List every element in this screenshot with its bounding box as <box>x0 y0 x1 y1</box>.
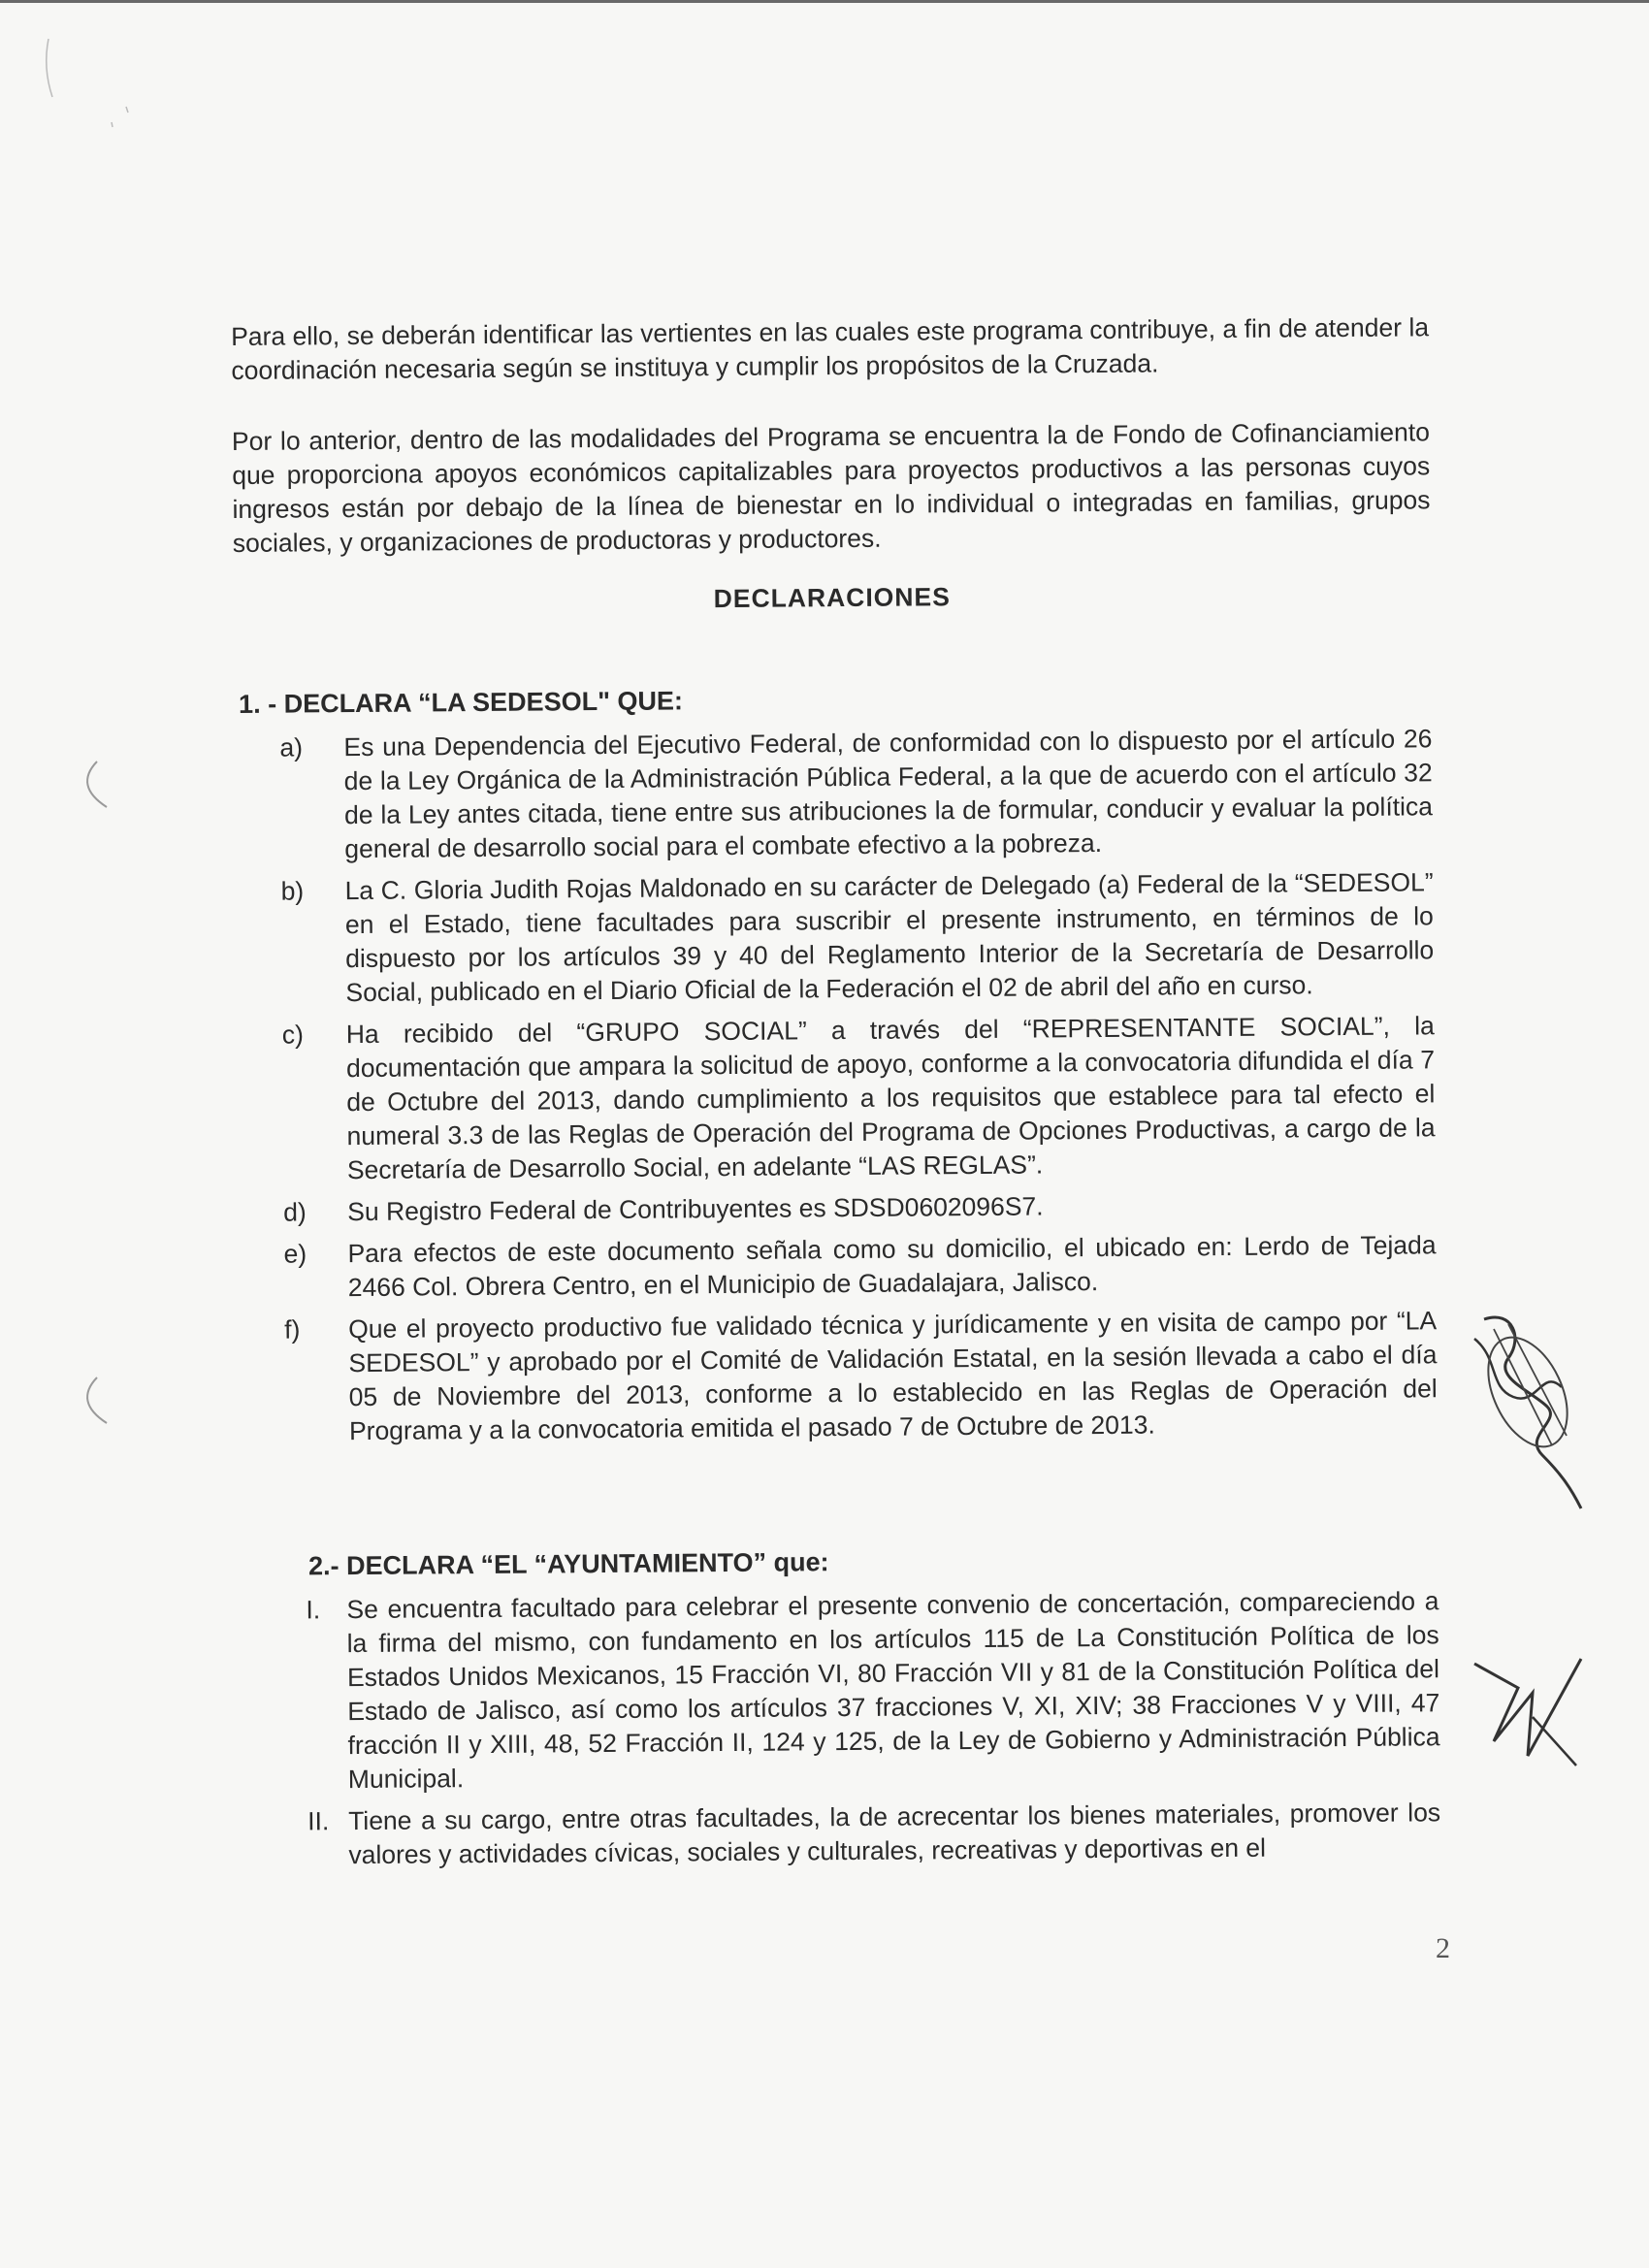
section-1-title: 1. - DECLARA “LA SEDESOL" QUE: <box>238 686 684 719</box>
binder-hole-mark <box>68 1373 116 1431</box>
list-item-label: c) <box>281 1020 304 1050</box>
list-item-text: Su Registro Federal de Contribuyentes es SDSD0602096S7. <box>347 1191 1044 1227</box>
list-item <box>278 865 1434 1010</box>
handwritten-initials <box>1465 1649 1591 1775</box>
section-1-list <box>277 722 1438 1448</box>
list-item-label: e) <box>283 1239 307 1269</box>
list-item-text: Ha recibido del “GRUPO SOCIAL” a través del “REPRESENTANTE SOCIAL”, la documentación que ampara la solicitud de apoyo, conforme a la convocatoria difundida el día 7 de Octubre del 2013, dando cumplimiento a los requisitos que establece para tal efecto el numeral 3.3 de las Reglas de Operación del Programa de Opciones Productivas, a cargo de la Secretaría de Desarrollo Social, en adelante “LAS REGLAS”. <box>345 1011 1436 1185</box>
list-item <box>281 1228 1437 1305</box>
list-item-text: Que el proyecto productivo fue validado técnica y jurídicamente y en visita de campo por “LA SEDESOL” y aprobado por el Comité de Validación Estatal, en la sesión llevada a cabo el día 05 de Noviembre del 2013, conforme a lo establecido en las Reglas de Operación del Programa y a la convocatoria emitida el pasado 7 de Octubre de 2013. <box>348 1306 1438 1446</box>
list-item-label: a) <box>279 732 304 762</box>
list-item <box>304 1584 1440 1797</box>
list-item-text: La C. Gloria Judith Rojas Maldonado en su carácter de Delegado (a) Federal de la “SEDESOL” en el Estado, tiene facultades para suscribir el presente instrumento, en términos de lo dispuesto por los artículos 39 y 40 del Reglamento Interior de la Secretaría de Desarrollo Social, publicado en el Diario Oficial de la Federación el 02 de abril del año en curso. <box>344 867 1435 1008</box>
list-item-label: I. <box>306 1595 321 1625</box>
document-body <box>231 310 1441 1881</box>
list-item <box>280 1009 1436 1187</box>
intro-paragraph-2: Por lo anterior, dentro de las modalidades del Programa se encuentra la de Fondo de Cofinanciamiento que proporciona apoyos económicos capitalizables para proyectos productivos a las personas cuyos ingresos están por debajo de la línea de bienestar en lo individual o integradas en familias, grupos sociales, y organizaciones de productoras y productores. <box>231 417 1431 558</box>
list-item-label: b) <box>280 876 305 906</box>
section-2-list <box>304 1584 1440 1872</box>
list-item <box>282 1304 1438 1448</box>
list-item-text: Es una Dependencia del Ejecutivo Federal, de conformidad con lo dispuesto por el artículo 26 de la Ley Orgánica de la Administración Pública Federal, a la que de acuerdo con el artículo 32 de la Ley antes citada, tiene entre sus atribuciones la de formular, conducir y evaluar la política general de desarrollo social para el combate efectivo a la pobreza. <box>343 724 1434 864</box>
list-item-text: Tiene a su cargo, entre otras facultades, la de acrecentar los bienes materiales, promover los valores y actividades cívicas, sociales y culturales, recreativas y deportivas en el <box>348 1798 1441 1870</box>
section-2-title: 2.- DECLARA “EL “AYUNTAMIENTO” que: <box>307 1547 829 1581</box>
list-item-label: f) <box>284 1314 301 1345</box>
list-item-label: II. <box>307 1806 330 1836</box>
intro-paragraph-1: Para ello, se deberán identificar las vertientes en las cuales este programa contribuye, a fin de atender la coordinación necesaria según se instituya y cumplir los propósitos de la Cruzada. <box>231 312 1430 385</box>
scan-top-edge <box>0 0 1649 3</box>
binder-hole-mark <box>68 757 116 815</box>
section-1 <box>234 678 1438 1449</box>
list-item <box>281 1186 1436 1229</box>
list-item <box>277 722 1433 866</box>
list-item-text: Se encuentra facultado para celebrar el presente convenio de concertación, compareciendo a la firma del mismo, con fundamento en los artículos 115 de La Constitución Política de los Estados Unidos Mexicanos, 15 Fracción VI, 80 Fracción VII y 81 de la Constitución Política del Estado de Jalisco, así como los artículos 37 fracciones V, XI, XIV; 38 Fracciones V y VIII, 47 fracción II y XIII, 48, 52 Fracción II, 124 y 125, de la Ley de Gobierno y Administración Pública Municipal. <box>346 1586 1440 1795</box>
section-2 <box>304 1540 1441 1872</box>
page-number: 2 <box>1436 1932 1450 1964</box>
list-item-text: Para efectos de este documento señala como su domicilio, el ubicado en: Lerdo de Tejada 2466 Col. Obrera Centro, en el Municipio de Guadalajara, Jalisco. <box>347 1230 1437 1303</box>
declarations-heading: DECLARACIONES <box>713 582 951 614</box>
list-item <box>306 1796 1441 1872</box>
handwritten-signature <box>1455 1300 1600 1523</box>
scan-speck <box>29 29 146 136</box>
list-item-label: d) <box>283 1197 307 1227</box>
